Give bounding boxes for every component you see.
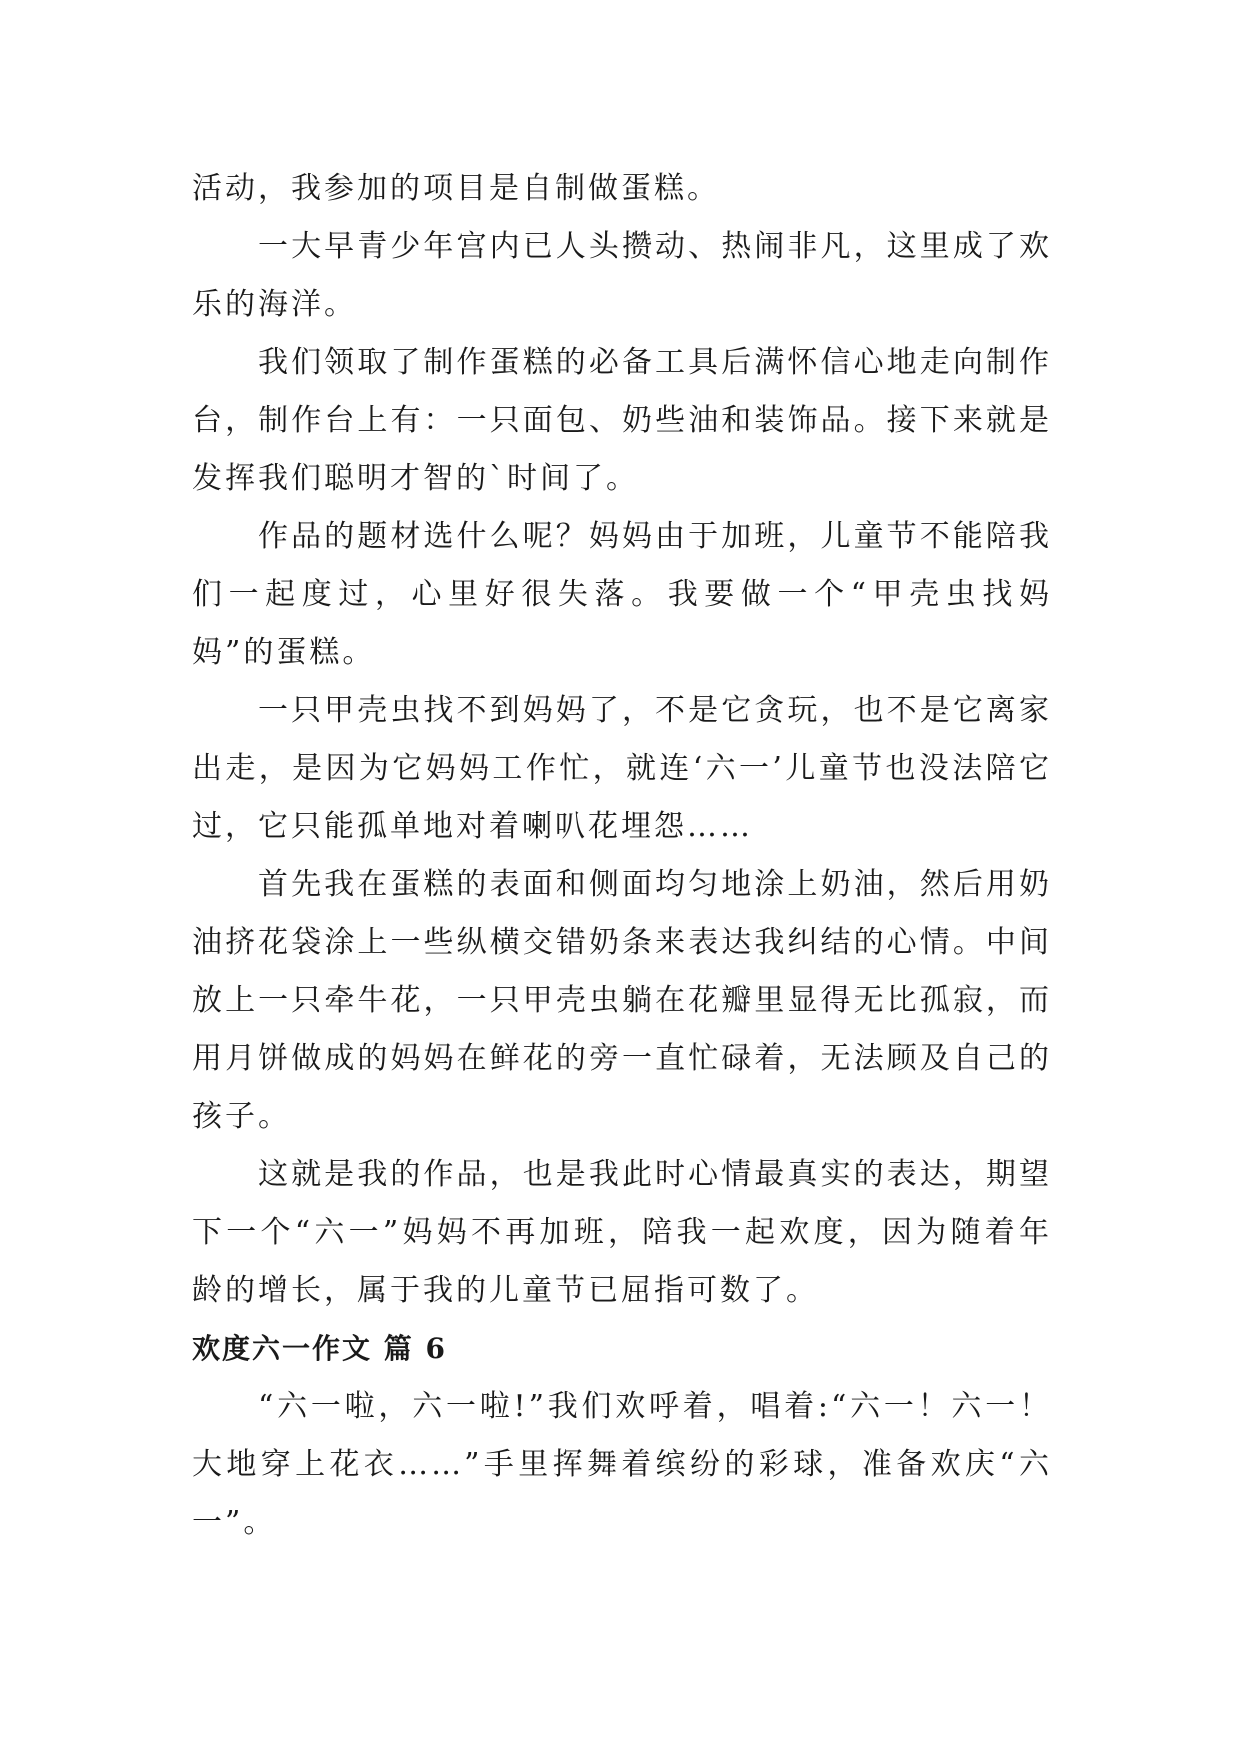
paragraph: 一大早青少年宫内已人头攒动、热闹非凡，这里成了欢乐的海洋。 xyxy=(192,229,1052,322)
paragraph: 我们领取了制作蛋糕的必备工具后满怀信心地走向制作台，制作台上有：一只面包、奶些油和装饰品。接下来就是发挥我们聪明才智的`时间了。 xyxy=(192,345,1052,496)
paragraph: 这就是我的作品，也是我此时心情最真实的表达，期望下一个“六一”妈妈不再加班，陪我一起欢度，因为随着年龄的增长，属于我的儿童节已屈指可数了。 xyxy=(192,1157,1052,1308)
paragraph: “六一啦，六一啦!”我们欢呼着，唱着:“六一！六一！大地穿上花衣……”手里挥舞着缤纷的彩球，准备欢庆“六一”。 xyxy=(192,1389,1052,1540)
paragraph: 作品的题材选什么呢？妈妈由于加班，儿童节不能陪我们一起度过，心里好很失落。我要做一个“甲壳虫找妈妈”的蛋糕。 xyxy=(192,519,1052,670)
paragraph: 首先我在蛋糕的表面和侧面均匀地涂上奶油，然后用奶油挤花袋涂上一些纵横交错奶条来表达我纠结的心情。中间放上一只牵牛花，一只甲壳虫躺在花瓣里显得无比孤寂，而用月饼做成的妈妈在鲜花的旁一直忙碌着，无法顾及自己的孩子。 xyxy=(192,867,1052,1134)
section-heading: 欢度六一作文 篇 6 xyxy=(192,1332,447,1365)
paragraph-continued: 活动，我参加的项目是自制做蛋糕。 xyxy=(192,171,720,206)
essay-body xyxy=(192,160,1052,1552)
paragraph: 一只甲壳虫找不到妈妈了，不是它贪玩，也不是它离家出走，是因为它妈妈工作忙，就连‘六一’儿童节也没法陪它过，它只能孤单地对着喇叭花埋怨…… xyxy=(192,693,1052,844)
